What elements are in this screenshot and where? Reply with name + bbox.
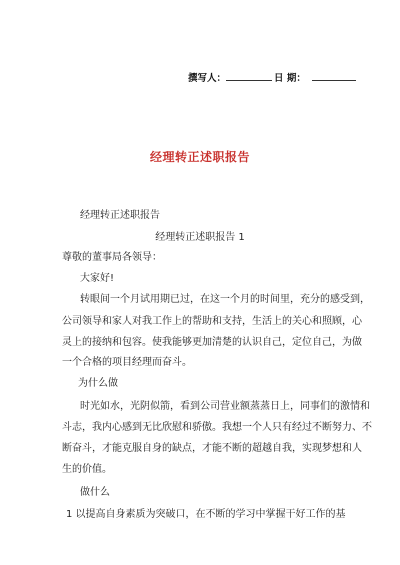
paragraph-1-line-4: 一个合格的项目经理而奋斗。 [62,357,192,368]
paragraph-2-line-4: 生的价值。 [62,464,112,475]
paragraph-1-line-1: 转眼间一个月试用期已过，在这一个月的时间里，充分的感受到， [80,294,370,305]
writer-blank [226,71,272,81]
section-heading-why: 为什么做 [78,378,118,389]
paragraph-3-line-1: 1 以提高自身素质为突破口，在不断的学习中掌握干好工作的基 [66,509,346,520]
salutation: 尊敬的董事局各领导： [62,252,162,263]
paragraph-2-line-3: 断奋斗，才能克服自身的缺点，才能不断的超越自我，实现梦想和人 [62,443,362,454]
date-label: 日 期： [274,73,306,84]
page-title: 经理转正述职报告 [149,150,250,164]
paragraph-2-line-2: 斗志，我内心感到无比欣慰和骄傲。我想一个人只有经过不断努力、不 [62,422,372,433]
greeting: 大家好! [80,273,115,284]
writer-label: 撰写人： [188,73,227,84]
section-heading-what: 做什么 [80,487,110,498]
paragraph-1-line-3: 灵上的接纳和包容。使我能够更加清楚的认识自己，定位自己，为做 [62,337,362,348]
paragraph-2-line-1: 时光如水，光阴似箭，看到公司营业额蒸蒸日上，同事们的激情和 [80,401,370,412]
report-heading: 经理转正述职报告 1 [155,232,245,243]
subtitle: 经理转正述职报告 [80,210,160,221]
header-fields [188,70,356,84]
date-blank [312,71,356,81]
paragraph-1-line-2: 公司领导和家人对我工作上的帮助和支持，生活上的关心和照顾，心 [62,316,362,327]
